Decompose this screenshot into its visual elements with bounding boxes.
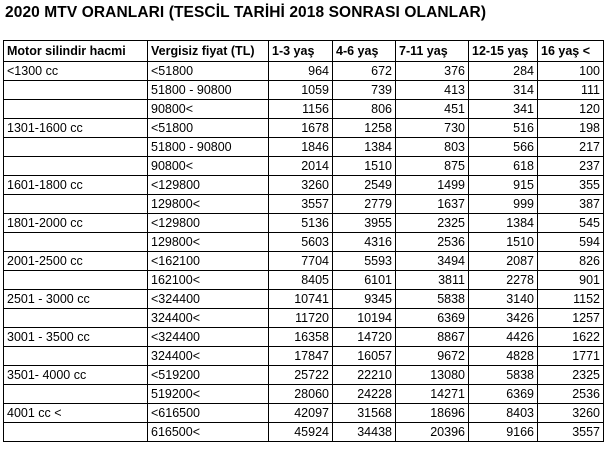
tax-cell: 284 bbox=[469, 62, 538, 81]
engine-cell bbox=[4, 81, 148, 100]
tax-cell: 120 bbox=[538, 100, 604, 119]
price-cell: 90800< bbox=[148, 157, 269, 176]
table-row bbox=[4, 176, 604, 195]
tax-cell: 8405 bbox=[269, 271, 333, 290]
tax-cell: 314 bbox=[469, 81, 538, 100]
column-header-age-7-11: 7-11 yaş bbox=[396, 41, 469, 62]
tax-cell: 341 bbox=[469, 100, 538, 119]
tax-cell: 42097 bbox=[269, 404, 333, 423]
tax-cell: 387 bbox=[538, 195, 604, 214]
engine-cell: 1601-1800 cc bbox=[4, 176, 148, 195]
tax-cell: 618 bbox=[469, 157, 538, 176]
tax-cell: 1771 bbox=[538, 347, 604, 366]
tax-cell: 3260 bbox=[538, 404, 604, 423]
tax-cell: 18696 bbox=[396, 404, 469, 423]
column-header-age-12-15: 12-15 yaş bbox=[469, 41, 538, 62]
tax-cell: 516 bbox=[469, 119, 538, 138]
tax-cell: 2014 bbox=[269, 157, 333, 176]
table-row bbox=[4, 81, 604, 100]
price-cell: 129800< bbox=[148, 233, 269, 252]
column-header-price: Vergisiz fiyat (TL) bbox=[148, 41, 269, 62]
tax-cell: 17847 bbox=[269, 347, 333, 366]
tax-cell: 1499 bbox=[396, 176, 469, 195]
tax-cell: 875 bbox=[396, 157, 469, 176]
column-header-age-4-6: 4-6 yaş bbox=[333, 41, 396, 62]
tax-cell: 5136 bbox=[269, 214, 333, 233]
tax-cell: 4828 bbox=[469, 347, 538, 366]
tax-cell: 9345 bbox=[333, 290, 396, 309]
engine-cell bbox=[4, 138, 148, 157]
tax-cell: 355 bbox=[538, 176, 604, 195]
tax-cell: 739 bbox=[333, 81, 396, 100]
table-row bbox=[4, 195, 604, 214]
tax-cell: 10741 bbox=[269, 290, 333, 309]
table-row bbox=[4, 271, 604, 290]
engine-cell bbox=[4, 233, 148, 252]
tax-cell: 1510 bbox=[469, 233, 538, 252]
tax-cell: 16358 bbox=[269, 328, 333, 347]
tax-cell: 9166 bbox=[469, 423, 538, 442]
tax-cell: 10194 bbox=[333, 309, 396, 328]
column-header-age-16-plus: 16 yaş < bbox=[538, 41, 604, 62]
column-header-age-1-3: 1-3 yaş bbox=[269, 41, 333, 62]
table-row bbox=[4, 233, 604, 252]
page-title: 2020 MTV ORANLARI (TESCİL TARİHİ 2018 SONRASI OLANLAR) bbox=[5, 4, 487, 21]
price-cell: 129800< bbox=[148, 195, 269, 214]
tax-cell: 9672 bbox=[396, 347, 469, 366]
table-row bbox=[4, 290, 604, 309]
engine-cell: 1801-2000 cc bbox=[4, 214, 148, 233]
tax-cell: 5593 bbox=[333, 252, 396, 271]
engine-cell: 3501- 4000 cc bbox=[4, 366, 148, 385]
table-row bbox=[4, 404, 604, 423]
engine-cell: <1300 cc bbox=[4, 62, 148, 81]
tax-cell: 6369 bbox=[469, 385, 538, 404]
tax-cell: 5838 bbox=[396, 290, 469, 309]
table-row bbox=[4, 347, 604, 366]
tax-cell: 31568 bbox=[333, 404, 396, 423]
tax-cell: 7704 bbox=[269, 252, 333, 271]
tax-cell: 915 bbox=[469, 176, 538, 195]
tax-cell: 198 bbox=[538, 119, 604, 138]
tax-cell: 2536 bbox=[538, 385, 604, 404]
tax-cell: 14271 bbox=[396, 385, 469, 404]
tax-cell: 545 bbox=[538, 214, 604, 233]
table-row bbox=[4, 252, 604, 271]
price-cell: 519200< bbox=[148, 385, 269, 404]
tax-cell: 5603 bbox=[269, 233, 333, 252]
table-row bbox=[4, 157, 604, 176]
tax-cell: 14720 bbox=[333, 328, 396, 347]
tax-cell: 1258 bbox=[333, 119, 396, 138]
price-cell: 616500< bbox=[148, 423, 269, 442]
tax-cell: 3494 bbox=[396, 252, 469, 271]
table-row bbox=[4, 214, 604, 233]
tax-cell: 1637 bbox=[396, 195, 469, 214]
table-row bbox=[4, 366, 604, 385]
tax-cell: 999 bbox=[469, 195, 538, 214]
price-cell: <129800 bbox=[148, 214, 269, 233]
tax-cell: 964 bbox=[269, 62, 333, 81]
tax-cell: 20396 bbox=[396, 423, 469, 442]
price-cell: 162100< bbox=[148, 271, 269, 290]
tax-cell: 24228 bbox=[333, 385, 396, 404]
engine-cell: 2001-2500 cc bbox=[4, 252, 148, 271]
tax-cell: 2549 bbox=[333, 176, 396, 195]
tax-cell: 45924 bbox=[269, 423, 333, 442]
tax-cell: 1384 bbox=[333, 138, 396, 157]
tax-cell: 1622 bbox=[538, 328, 604, 347]
tax-cell: 806 bbox=[333, 100, 396, 119]
tax-cell: 451 bbox=[396, 100, 469, 119]
tax-cell: 6369 bbox=[396, 309, 469, 328]
tax-cell: 3557 bbox=[538, 423, 604, 442]
engine-cell bbox=[4, 347, 148, 366]
engine-cell bbox=[4, 271, 148, 290]
tax-cell: 2325 bbox=[538, 366, 604, 385]
mtv-rates-table bbox=[3, 40, 604, 442]
tax-cell: 13080 bbox=[396, 366, 469, 385]
tax-cell: 1384 bbox=[469, 214, 538, 233]
tax-cell: 8403 bbox=[469, 404, 538, 423]
engine-cell: 1301-1600 cc bbox=[4, 119, 148, 138]
tax-cell: 730 bbox=[396, 119, 469, 138]
tax-cell: 111 bbox=[538, 81, 604, 100]
table-row bbox=[4, 62, 604, 81]
table-row bbox=[4, 328, 604, 347]
tax-cell: 2325 bbox=[396, 214, 469, 233]
engine-cell bbox=[4, 157, 148, 176]
price-cell: <616500 bbox=[148, 404, 269, 423]
engine-cell bbox=[4, 385, 148, 404]
tax-cell: 672 bbox=[333, 62, 396, 81]
tax-cell: 3811 bbox=[396, 271, 469, 290]
tax-cell: 3426 bbox=[469, 309, 538, 328]
engine-cell bbox=[4, 100, 148, 119]
tax-cell: 901 bbox=[538, 271, 604, 290]
engine-cell: 3001 - 3500 cc bbox=[4, 328, 148, 347]
price-cell: <129800 bbox=[148, 176, 269, 195]
column-header-engine: Motor silindir hacmi bbox=[4, 41, 148, 62]
tax-cell: 22210 bbox=[333, 366, 396, 385]
price-cell: <519200 bbox=[148, 366, 269, 385]
tax-cell: 217 bbox=[538, 138, 604, 157]
price-cell: 324400< bbox=[148, 347, 269, 366]
tax-cell: 3140 bbox=[469, 290, 538, 309]
tax-cell: 25722 bbox=[269, 366, 333, 385]
table-row bbox=[4, 100, 604, 119]
engine-cell: 2501 - 3000 cc bbox=[4, 290, 148, 309]
tax-cell: 4426 bbox=[469, 328, 538, 347]
tax-cell: 2536 bbox=[396, 233, 469, 252]
price-cell: <324400 bbox=[148, 290, 269, 309]
tax-cell: 826 bbox=[538, 252, 604, 271]
tax-cell: 413 bbox=[396, 81, 469, 100]
engine-cell bbox=[4, 309, 148, 328]
tax-cell: 2278 bbox=[469, 271, 538, 290]
tax-cell: 100 bbox=[538, 62, 604, 81]
table-row bbox=[4, 119, 604, 138]
engine-cell: 4001 cc < bbox=[4, 404, 148, 423]
price-cell: <162100 bbox=[148, 252, 269, 271]
engine-cell bbox=[4, 195, 148, 214]
price-cell: 51800 - 90800 bbox=[148, 81, 269, 100]
tax-cell: 237 bbox=[538, 157, 604, 176]
tax-cell: 566 bbox=[469, 138, 538, 157]
price-cell: 90800< bbox=[148, 100, 269, 119]
tax-cell: 376 bbox=[396, 62, 469, 81]
tax-cell: 6101 bbox=[333, 271, 396, 290]
table-row bbox=[4, 309, 604, 328]
tax-cell: 803 bbox=[396, 138, 469, 157]
tax-cell: 1678 bbox=[269, 119, 333, 138]
tax-cell: 34438 bbox=[333, 423, 396, 442]
tax-cell: 4316 bbox=[333, 233, 396, 252]
tax-cell: 3260 bbox=[269, 176, 333, 195]
table-row bbox=[4, 138, 604, 157]
tax-cell: 1059 bbox=[269, 81, 333, 100]
tax-cell: 2779 bbox=[333, 195, 396, 214]
tax-cell: 1846 bbox=[269, 138, 333, 157]
tax-cell: 28060 bbox=[269, 385, 333, 404]
table-row bbox=[4, 385, 604, 404]
price-cell: 51800 - 90800 bbox=[148, 138, 269, 157]
price-cell: <324400 bbox=[148, 328, 269, 347]
tax-cell: 11720 bbox=[269, 309, 333, 328]
tax-cell: 8867 bbox=[396, 328, 469, 347]
tax-cell: 1152 bbox=[538, 290, 604, 309]
price-cell: <51800 bbox=[148, 62, 269, 81]
engine-cell bbox=[4, 423, 148, 442]
tax-cell: 2087 bbox=[469, 252, 538, 271]
tax-cell: 1257 bbox=[538, 309, 604, 328]
price-cell: <51800 bbox=[148, 119, 269, 138]
table-header-row bbox=[4, 41, 604, 62]
tax-cell: 1510 bbox=[333, 157, 396, 176]
tax-cell: 5838 bbox=[469, 366, 538, 385]
tax-cell: 16057 bbox=[333, 347, 396, 366]
tax-cell: 1156 bbox=[269, 100, 333, 119]
price-cell: 324400< bbox=[148, 309, 269, 328]
table-row bbox=[4, 423, 604, 442]
tax-cell: 3557 bbox=[269, 195, 333, 214]
tax-cell: 594 bbox=[538, 233, 604, 252]
tax-cell: 3955 bbox=[333, 214, 396, 233]
